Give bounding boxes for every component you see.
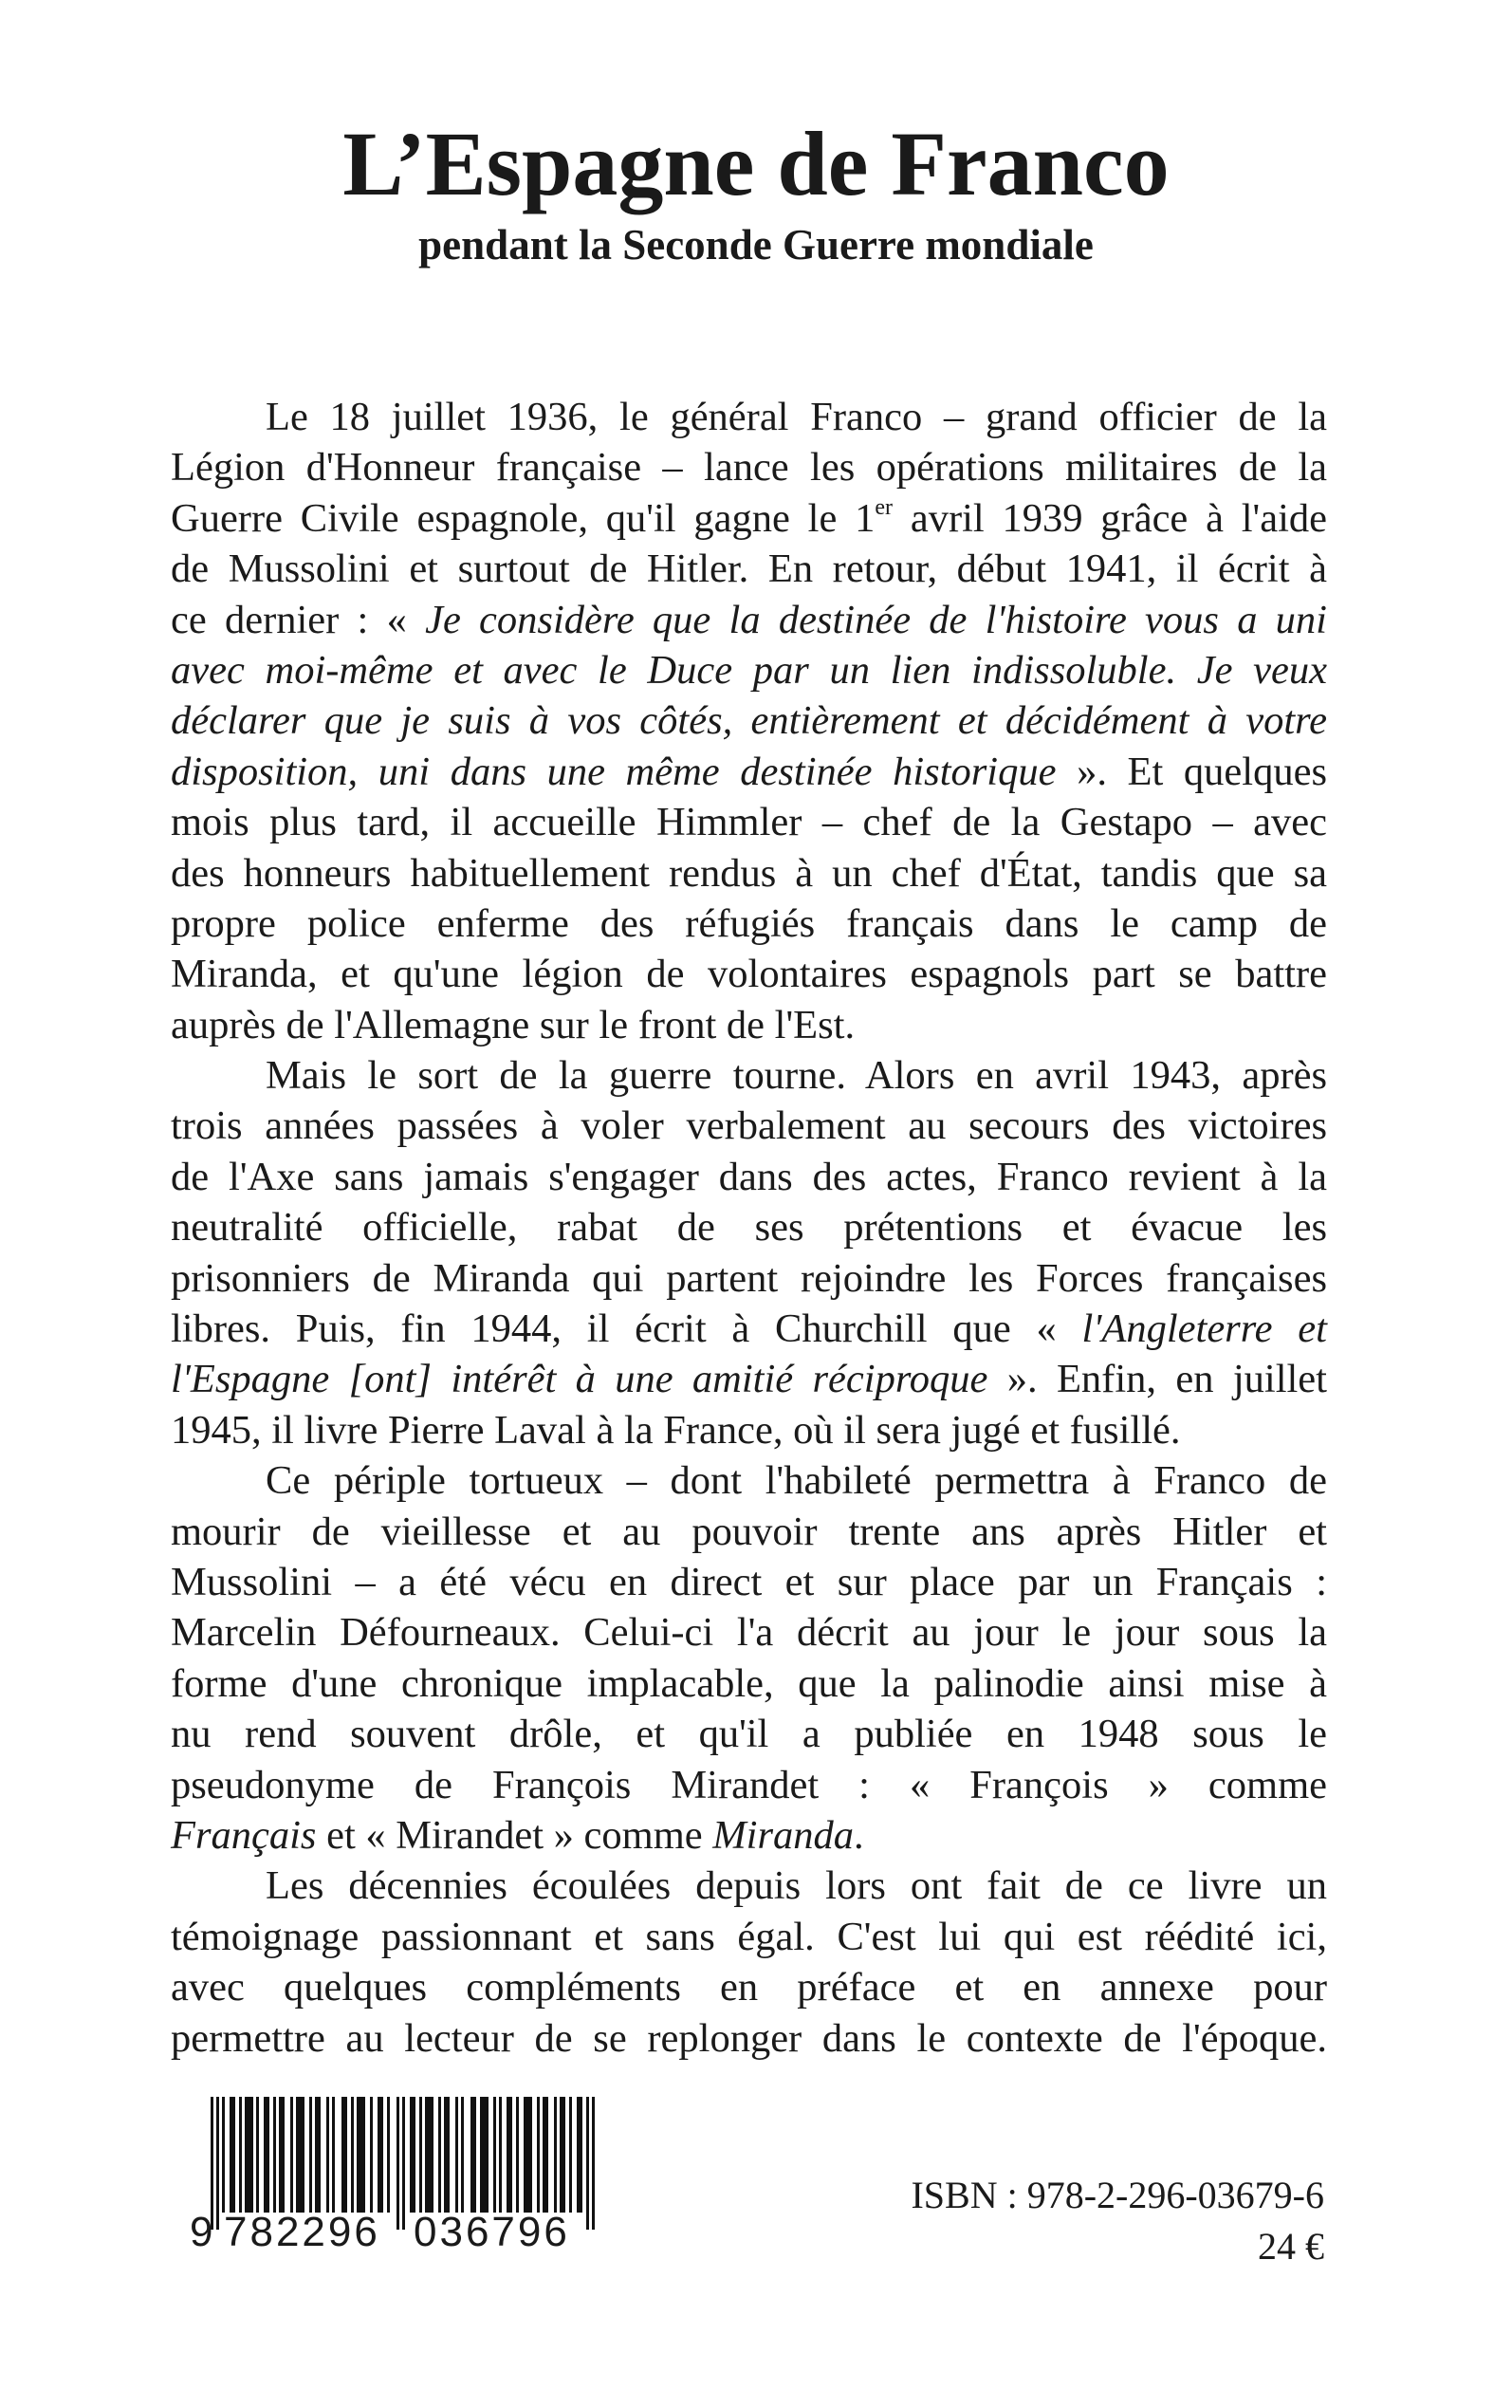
franco-quote: disposition, uni dans une même destinée historique	[171, 749, 1057, 794]
text-line: des honneurs habituellement rendus à un chef d'État, tandis que sa	[171, 850, 1327, 896]
barcode-bar	[315, 2097, 321, 2213]
text-line: l'Espagne [ont] intérêt à une amitié réciproque ». Enfin, en juillet	[171, 1357, 1327, 1402]
superscript-er: er	[875, 494, 894, 520]
barcode-bar	[461, 2097, 464, 2213]
barcode-bar	[537, 2097, 540, 2213]
barcode-bar	[370, 2097, 373, 2213]
barcode-bars	[211, 2097, 599, 2213]
text-line: libres. Puis, fin 1944, il écrit à Churchill que « l'Angleterre et	[171, 1306, 1327, 1352]
barcode-bar	[332, 2097, 335, 2213]
text-line: disposition, uni dans une même destinée historique ». Et quelques	[171, 749, 1328, 794]
text-line: Les décennies écoulées depuis lors ont fait de ce livre un	[266, 1863, 1327, 1909]
barcode-bar	[341, 2097, 347, 2213]
barcode-bar	[264, 2097, 269, 2213]
churchill-quote: l'Espagne [ont] intérêt à une amitié réciproque	[171, 1357, 988, 1402]
franco-quote: Je considère que la destinée de l'histoire vous a uni	[425, 597, 1327, 642]
barcode-bar	[378, 2097, 383, 2213]
text-line: mourir de vieillesse et au pouvoir trente ans après Hitler et	[171, 1509, 1327, 1554]
barcode-left-digits: 782296	[224, 2209, 380, 2255]
barcode-bar	[554, 2097, 557, 2213]
barcode-bar	[279, 2097, 285, 2213]
franco-quote: déclarer que je suis à vos côtés, entièrement et décidément à votre	[171, 698, 1327, 744]
text-line: auprès de l'Allemagne sur le front de l'Est.	[171, 1002, 856, 1047]
barcode-bar	[357, 2097, 365, 2213]
text-line: témoignage passionnant et sans égal. C'est lui qui est réédité ici,	[171, 1914, 1327, 1959]
text-line: Marcelin Défourneaux. Celui-ci l'a décrit au jour le jour sous la	[171, 1610, 1327, 1656]
text-line	[171, 695, 1327, 746]
isbn-barcode	[190, 2097, 607, 2258]
barcode-bar	[480, 2097, 489, 2213]
barcode-bar	[410, 2097, 415, 2213]
book-subtitle: pendant la Seconde Guerre mondiale	[418, 221, 1094, 269]
text-line: avec quelques compléments en préface et en annexe pour	[171, 1965, 1327, 2010]
text-line	[171, 645, 1327, 695]
barcode-bar	[524, 2097, 532, 2213]
text-line: prisonniers de Miranda qui partent rejoindre les Forces françaises	[171, 1255, 1327, 1301]
text-line: nu rend souvent drôle, et qu'il a publiée en 1948 sous le	[171, 1712, 1327, 1757]
text-line: forme d'une chronique implacable, que la palinodie ainsi mise à	[171, 1660, 1327, 1706]
text-line: propre police enferme des réfugiés français dans le camp de	[171, 900, 1327, 946]
barcode-bar	[438, 2097, 441, 2213]
barcode-lead-digit: 9	[190, 2209, 213, 2255]
text-line: Mais le sort de la guerre tourne. Alors en avril 1943, après	[266, 1053, 1327, 1099]
text-line: Mussolini – a été vécu en direct et sur place par un Français :	[171, 1559, 1327, 1604]
franco-quote: avec moi-même et avec le Duce par un lien indissoluble. Je veux	[171, 647, 1327, 693]
text-line: Guerre Civile espagnole, qu'il gagne le 1er avril 1939 grâce à l'aide	[171, 494, 1327, 541]
text-line: permettre au lecteur de se replonger dans le contexte de l'époque.	[171, 2015, 1327, 2061]
text-line: Le 18 juillet 1936, le général Franco – grand officier de la	[266, 395, 1327, 439]
barcode-right-digits: 036796	[414, 2209, 570, 2255]
barcode-bar	[256, 2097, 259, 2213]
text-line: ce dernier : « Je considère que la destinée de l'histoire vous a uni	[171, 597, 1327, 642]
text-line: Miranda, et qu'une légion de volontaires espagnols part se battre	[171, 952, 1327, 997]
barcode-bar	[351, 2097, 354, 2213]
text-line: Français et « Mirandet » comme Miranda.	[171, 1812, 864, 1858]
isbn-number: ISBN : 978-2-296-03679-6	[911, 2174, 1324, 2216]
barcode-bar	[222, 2097, 225, 2213]
churchill-quote: l'Angleterre et	[1081, 1306, 1327, 1352]
barcode-bar	[296, 2097, 304, 2213]
text-line: 1945, il livre Pierre Laval à la France, où il sera jugé et fusillé.	[171, 1407, 1181, 1453]
barcode-bar	[577, 2097, 582, 2213]
barcode-bar	[419, 2097, 422, 2213]
text-line: trois années passées à voler verbalement au secours des victoires	[171, 1103, 1327, 1149]
barcode-bar	[216, 2097, 219, 2230]
text-line: pseudonyme de François Mirandet : « François » comme	[171, 1762, 1327, 1807]
barcode-bar	[396, 2097, 399, 2230]
barcode-bar	[230, 2097, 235, 2213]
barcode-bar	[326, 2097, 329, 2213]
book-title: L’Espagne de Franco	[342, 113, 1170, 214]
back-cover-blurb	[171, 392, 1327, 2064]
barcode-bar	[560, 2097, 565, 2213]
barcode-bar	[425, 2097, 433, 2213]
barcode-bar	[239, 2097, 242, 2213]
text-line: mois plus tard, il accueille Himmler – chef de la Gestapo – avec	[171, 800, 1327, 845]
barcode-bar	[543, 2097, 548, 2213]
barcode-bar	[507, 2097, 512, 2213]
barcode-bar	[470, 2097, 476, 2213]
barcode-bar	[387, 2097, 390, 2213]
barcode-bar	[493, 2097, 496, 2213]
barcode-bar	[290, 2097, 293, 2213]
barcode-bar	[455, 2097, 458, 2213]
barcode-bar	[499, 2097, 502, 2213]
text-line: de l'Axe sans jamais s'engager dans des actes, Franco revient à la	[171, 1154, 1327, 1199]
barcode-bar	[309, 2097, 312, 2213]
barcode-bar	[516, 2097, 519, 2213]
barcode-bar	[245, 2097, 253, 2213]
barcode-bar	[444, 2097, 450, 2213]
barcode-bar	[402, 2097, 405, 2230]
text-line: Légion d'Honneur française – lance les opérations militaires de la	[171, 445, 1327, 491]
barcode-bar	[586, 2097, 589, 2230]
price: 24 €	[1258, 2225, 1324, 2268]
text-line: de Mussolini et surtout de Hitler. En retour, début 1941, il écrit à	[171, 546, 1327, 592]
barcode-bar	[592, 2097, 595, 2230]
text-line: Ce périple tortueux – dont l'habileté permettra à Franco de	[266, 1458, 1327, 1504]
barcode-bar	[569, 2097, 572, 2213]
barcode-bar	[273, 2097, 276, 2213]
text-line: neutralité officielle, rabat de ses prétentions et évacue les	[171, 1205, 1327, 1250]
